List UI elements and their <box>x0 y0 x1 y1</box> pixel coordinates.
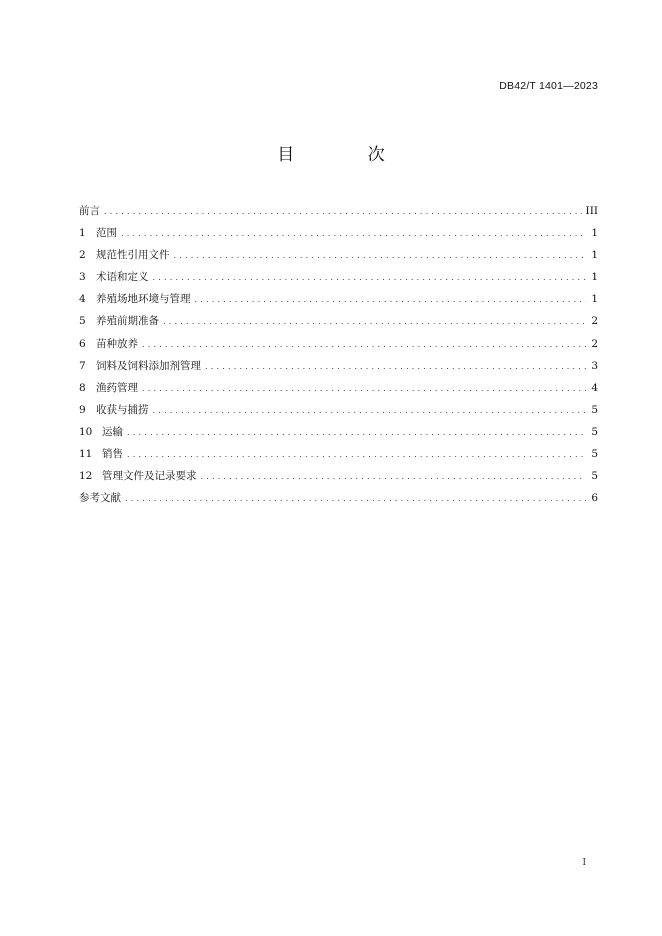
toc-entry-number: 3 <box>79 271 86 284</box>
toc-entry-10[interactable] <box>79 421 598 443</box>
toc-entry-5[interactable] <box>79 310 598 332</box>
toc-entry-label: 规范性引用文件 <box>96 249 170 262</box>
toc-entry-page: 5 <box>591 403 598 416</box>
toc-entry-3[interactable] <box>79 266 598 288</box>
toc-entry-6[interactable] <box>79 333 598 355</box>
toc-entry-number: 7 <box>79 359 86 372</box>
toc-entry-number: 2 <box>79 249 86 262</box>
toc-entry-page: 6 <box>591 492 598 505</box>
toc-entry-page: 1 <box>591 249 598 262</box>
toc-entry-page: 5 <box>591 425 598 438</box>
toc-leader-dots <box>201 466 587 488</box>
toc-entry-page: 1 <box>591 227 598 240</box>
toc-entry-page: 2 <box>591 315 598 328</box>
toc-entry-4[interactable] <box>79 288 598 310</box>
toc-leader-dots <box>163 311 586 333</box>
toc-entry-page: 2 <box>591 337 598 350</box>
toc-entry-label: 饲料及饲料添加剂管理 <box>96 359 201 372</box>
toc-entry-7[interactable] <box>79 355 598 377</box>
toc-entry-page: III <box>585 205 598 217</box>
toc-entry-1[interactable] <box>79 222 598 244</box>
toc-leader-dots <box>104 201 582 223</box>
toc-entry-label: 前言 <box>79 205 100 217</box>
toc-leader-dots <box>174 245 587 267</box>
toc-entry-label: 术语和定义 <box>96 271 149 284</box>
toc-entry-number: 6 <box>79 337 86 350</box>
toc-leader-dots <box>195 289 587 311</box>
toc-entry-number: 9 <box>79 403 86 416</box>
toc-entry-page: 5 <box>591 470 598 483</box>
toc-entry-label: 养殖前期准备 <box>96 315 159 328</box>
toc-entry-label: 收获与捕捞 <box>96 403 149 416</box>
toc-leader-dots <box>153 267 587 289</box>
toc-entry-label: 管理文件及记录要求 <box>102 470 197 483</box>
toc-entry-page: 5 <box>591 448 598 461</box>
standard-code: DB42/T 1401—2023 <box>499 80 598 92</box>
toc-entry-11[interactable] <box>79 443 598 465</box>
toc-entry-page: 3 <box>591 359 598 372</box>
toc-entry-number: 10 <box>79 425 93 438</box>
toc-entry-12[interactable] <box>79 465 598 487</box>
toc-leader-dots <box>153 400 587 422</box>
toc-entry-foreword[interactable] <box>79 200 598 222</box>
toc-entry-number: 8 <box>79 381 86 394</box>
toc-leader-dots <box>205 356 586 378</box>
toc-entry-number: 1 <box>79 227 86 240</box>
toc-entry-label: 苗种放养 <box>96 337 138 350</box>
toc-entry-page: 4 <box>591 381 598 394</box>
page-number: I <box>582 858 586 868</box>
toc-entry-label: 渔药管理 <box>96 381 138 394</box>
page-title: 目 次 <box>277 145 419 165</box>
toc-entry-label: 养殖场地环境与管理 <box>96 293 191 306</box>
toc-entry-number: 12 <box>79 470 93 483</box>
toc-entry-number: 11 <box>79 448 93 461</box>
toc-entry-2[interactable] <box>79 244 598 266</box>
table-of-contents <box>79 200 598 509</box>
toc-entry-8[interactable] <box>79 377 598 399</box>
toc-entry-number: 5 <box>79 315 86 328</box>
toc-leader-dots <box>125 488 586 510</box>
toc-entry-references[interactable] <box>79 487 598 509</box>
toc-leader-dots <box>142 378 586 400</box>
toc-leader-dots <box>127 444 586 466</box>
toc-leader-dots <box>142 334 586 356</box>
toc-entry-9[interactable] <box>79 399 598 421</box>
toc-entry-page: 1 <box>591 271 598 284</box>
toc-leader-dots <box>127 422 586 444</box>
toc-entry-label: 参考文献 <box>79 492 121 505</box>
toc-leader-dots <box>121 223 586 245</box>
toc-entry-number: 4 <box>79 293 86 306</box>
toc-entry-label: 销售 <box>102 448 123 461</box>
toc-entry-label: 范围 <box>96 227 117 240</box>
toc-entry-label: 运输 <box>102 425 123 438</box>
toc-entry-page: 1 <box>591 293 598 306</box>
